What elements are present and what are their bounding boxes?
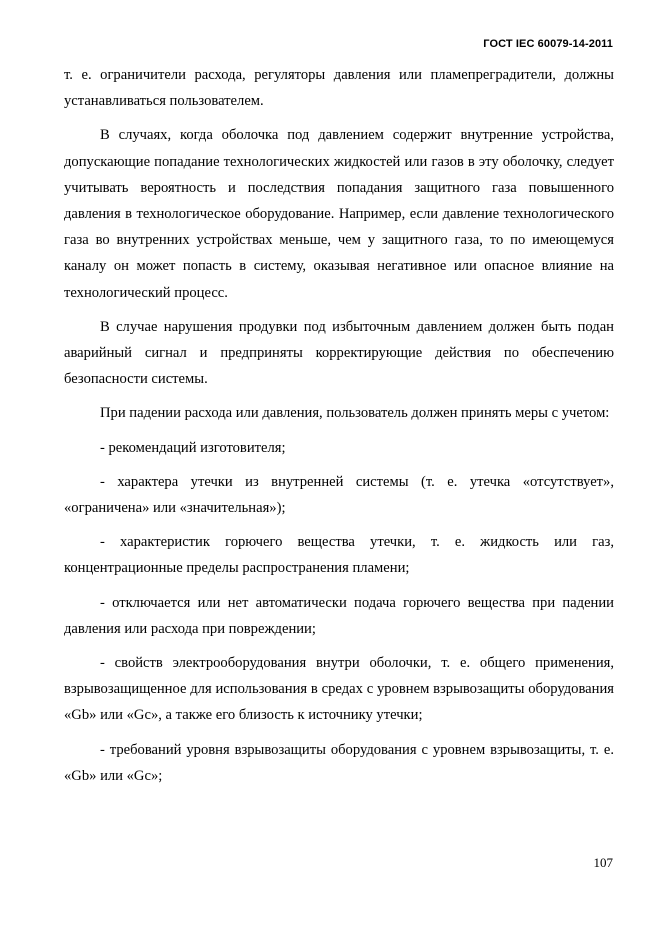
paragraph-purge-failure: В случае нарушения продувки под избыточным давлением должен быть подан аварийный сигнал и предприняты корректирующие действия по обеспечению безопасности системы. (64, 318, 614, 388)
list-item-supply-shutoff: - отключается или нет автоматически подача горючего вещества при падении давления или расхода при повреждении; (64, 594, 614, 637)
standard-code-header: ГОСТ IEC 60079-14-2011 (483, 38, 613, 50)
page-number: 107 (593, 855, 613, 870)
list-item-flammable-substance: - характеристик горючего вещества утечки, т. е. жидкость или газ, концентрационные пределы распространения пламени; (64, 534, 614, 577)
paragraph-pressure-drop: При падении расхода или давления, пользователь должен принять меры с учетом: (100, 405, 610, 422)
list-item-leak-nature: - характера утечки из внутренней системы (т. е. утечка «отсутствует», «ограничена» или «значительная»); (64, 473, 614, 517)
document-body (64, 62, 614, 789)
list-item-equipment-properties: - свойств электрооборудования внутри оболочки, т. е. общего применения, взрывозащищенное для использования в средах с уровнем взрывозащиты оборудования «Gb» или «Gc», а также его близость к источнику утечки; (64, 655, 614, 724)
paragraph-pressurized-enclosure: В случаях, когда оболочка под давлением содержит внутренние устройства, допускающие попадание технологических жидкостей или газов в эту оболочку, следует учитывать вероятность и последствия попадания защитного газа повышенного давления в технологическое оборудование. Например, если давление технологического газа во внутренних устройствах меньше, чем у защитного газа, то по имеющемуся каналу он может попасть в систему, оказывая негативное или опасное влияние на технологический процесс. (64, 127, 614, 301)
paragraph-continuation: т. е. ограничители расхода, регуляторы давления или пламепреградители, должны устанавливаться пользователем. (64, 67, 614, 110)
list-item-manufacturer: - рекомендаций изготовителя; (100, 439, 286, 456)
list-item-protection-level: - требований уровня взрывозащиты оборудования с уровнем взрывозащиты, т. е. «Gb» или «Gc»; (64, 741, 614, 784)
